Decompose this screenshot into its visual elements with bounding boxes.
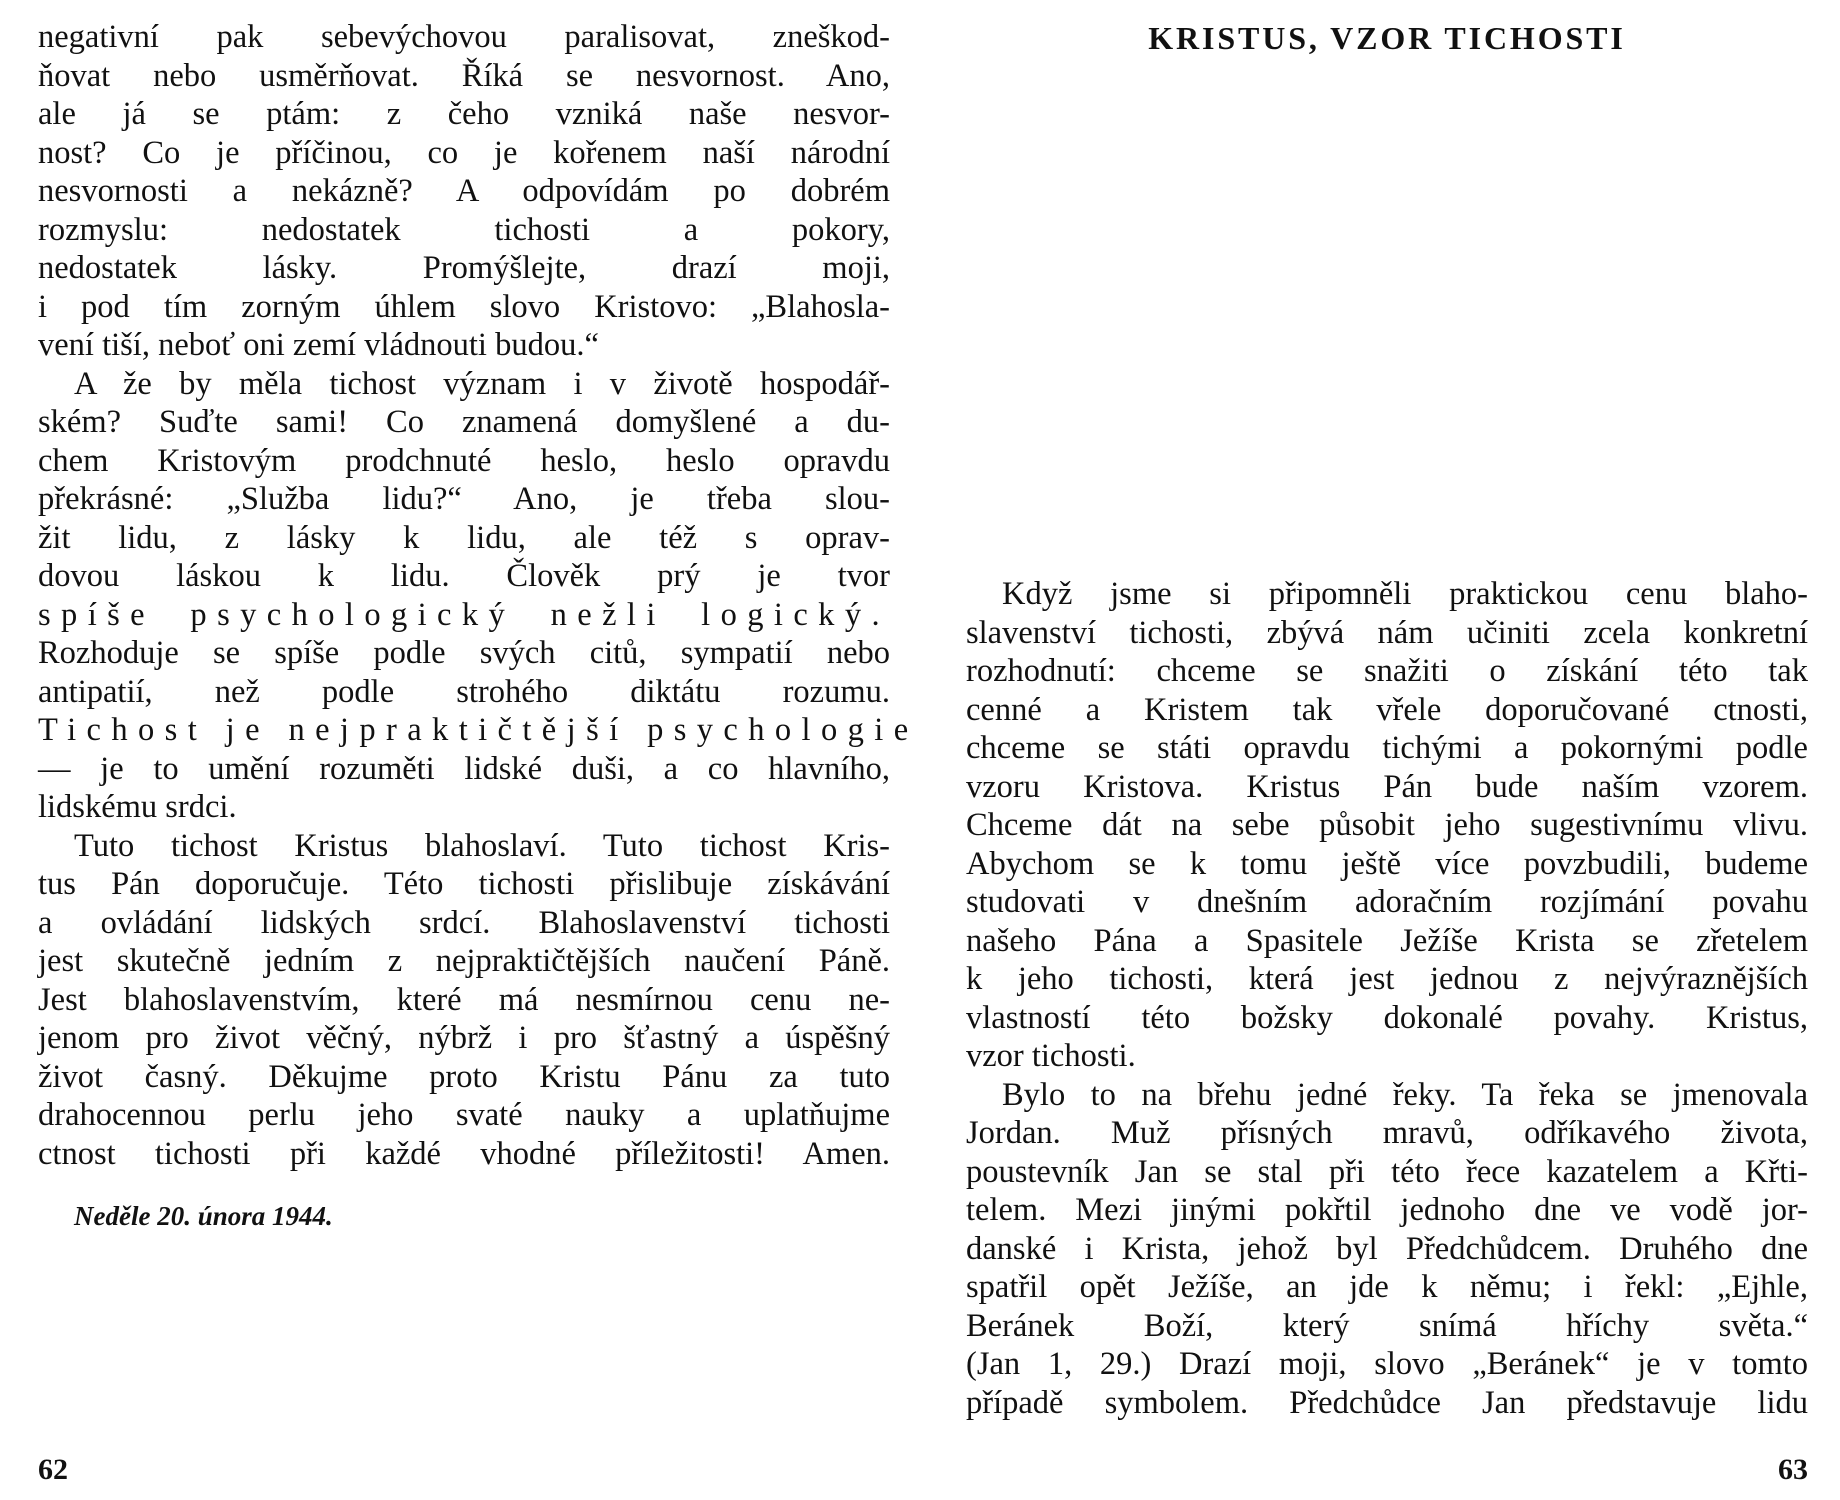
right-page-text — [966, 575, 1808, 1422]
text-line: Abychom se k tomu ještě více povzbudili, budeme — [966, 845, 1808, 882]
text-line: nost? Co je příčinou, co je kořenem naší národní — [38, 134, 890, 171]
text-line: spíše psychologický nežli logický. — [38, 596, 890, 633]
text-line: Jest blahoslavenstvím, které má nesmírnou cenu ne- — [38, 981, 890, 1018]
text-line: vení tiší, neboť oni zemí vládnouti budou.“ — [38, 327, 599, 363]
text-line: Když jsme si připomněli praktickou cenu blaho- — [1002, 576, 1808, 612]
text-line: život časný. Děkujme proto Kristu Pánu za tuto — [38, 1058, 890, 1095]
text-line: slavenství tichosti, zbývá nám učiniti zcela konkretní — [966, 614, 1808, 651]
text-line: vzor tichosti. — [966, 1038, 1136, 1074]
text-line: studovati v dnešním adoračním rozjímání povahu — [966, 884, 1808, 920]
text-line: jenom pro život věčný, nýbrž i pro šťastný a úspěšný — [38, 1020, 890, 1056]
page-number: 62 — [38, 1453, 68, 1486]
text-line: Chceme dát na sebe působit jeho sugestivnímu vlivu. — [966, 807, 1808, 843]
text-line: i pod tím zorným úhlem slovo Kristovo: „Blahosla- — [38, 288, 890, 325]
page-number: 63 — [1778, 1453, 1808, 1486]
text-line: ňovat nebo usměrňovat. Říká se nesvornost. Ano, — [38, 57, 890, 94]
text-line: vzoru Kristova. Kristus Pán bude naším vzorem. — [966, 768, 1808, 805]
text-line: ale já se ptám: z čeho vzniká naše nesvor- — [38, 96, 890, 132]
text-line: Bylo to na břehu jedné řeky. Ta řeka se jmenovala — [1002, 1076, 1808, 1113]
text-line: telem. Mezi jinými pokřtil jednoho dne ve vodě jor- — [966, 1192, 1808, 1228]
text-line: a ovládání lidských srdcí. Blahoslavenství tichosti — [38, 904, 890, 941]
text-line: rozmyslu: nedostatek tichosti a pokory, — [38, 211, 890, 248]
text-line: — je to umění rozuměti lidské duši, a co hlavního, — [38, 750, 890, 787]
text-line: našeho Pána a Spasitele Ježíše Krista se zřetelem — [966, 922, 1808, 959]
text-line: Rozhoduje se spíše podle svých citů, sympatií nebo — [38, 635, 890, 671]
left-page-text — [38, 18, 919, 1173]
text-line: poustevník Jan se stal při této řece kazatelem a Křti- — [966, 1153, 1808, 1190]
sermon-date: Neděle 20. února 1944. — [74, 1201, 333, 1231]
text-line: spatřil opět Ježíše, an jde k němu; i řekl: „Ejhle, — [966, 1269, 1808, 1305]
text-line: jest skutečně jedním z nejpraktičtějších naučení Páně. — [38, 943, 890, 979]
text-line: antipatií, než podle strohého diktátu rozumu. — [38, 673, 890, 710]
text-line: nesvornosti a nekázně? A odpovídám po dobrém — [38, 173, 890, 209]
text-line: danské i Krista, jehož byl Předchůdcem. Druhého dne — [966, 1230, 1808, 1267]
text-line: negativní pak sebevýchovou paralisovat, zneškod- — [38, 19, 890, 55]
text-line: drahocennou perlu jeho svaté nauky a uplatňujme — [38, 1097, 890, 1133]
left-page — [38, 0, 919, 1500]
text-line: chceme se státi opravdu tichými a pokornými podle — [966, 730, 1808, 766]
text-line: chem Kristovým prodchnuté heslo, heslo opravdu — [38, 442, 890, 479]
text-line: překrásné: „Služba lidu?“ Ano, je třeba slou- — [38, 481, 890, 517]
text-line: dovou láskou k lidu. Člověk prý je tvor — [38, 558, 890, 594]
right-page — [966, 0, 1808, 1500]
text-line: Jordan. Muž přísných mravů, odříkavého života, — [966, 1115, 1808, 1151]
text-line: nedostatek lásky. Promýšlejte, drazí moji, — [38, 250, 890, 286]
text-line: žit lidu, z lásky k lidu, ale též s oprav- — [38, 519, 890, 556]
text-line: lidskému srdci. — [38, 789, 237, 825]
chapter-title: KRISTUS, VZOR TICHOSTI — [1148, 20, 1626, 56]
text-line: ctnost tichosti při každé vhodné příležitosti! Amen. — [38, 1135, 890, 1172]
text-line: k jeho tichosti, která jest jednou z nejvýraznějších — [966, 961, 1808, 997]
text-line: Beránek Boží, který snímá hříchy světa.“ — [966, 1307, 1808, 1344]
text-line: Tichost je nejpraktičtější psychologie — [38, 712, 919, 748]
text-line: Tuto tichost Kristus blahoslaví. Tuto tichost Kris- — [74, 827, 890, 864]
text-line: případě symbolem. Předchůdce Jan představuje lidu — [966, 1384, 1808, 1421]
text-line: (Jan 1, 29.) Drazí moji, slovo „Beránek“ je v tomto — [966, 1346, 1808, 1382]
text-line: rozhodnutí: chceme se snažiti o získání této tak — [966, 653, 1808, 689]
text-line: A že by měla tichost význam i v životě hospodář- — [74, 365, 890, 402]
text-line: vlastností této božsky dokonalé povahy. Kristus, — [966, 999, 1808, 1036]
text-line: ském? Suďte sami! Co znamená domyšlené a du- — [38, 404, 890, 440]
text-line: cenné a Kristem tak vřele doporučované ctnosti, — [966, 691, 1808, 728]
text-line: tus Pán doporučuje. Této tichosti přislibuje získávání — [38, 866, 890, 902]
